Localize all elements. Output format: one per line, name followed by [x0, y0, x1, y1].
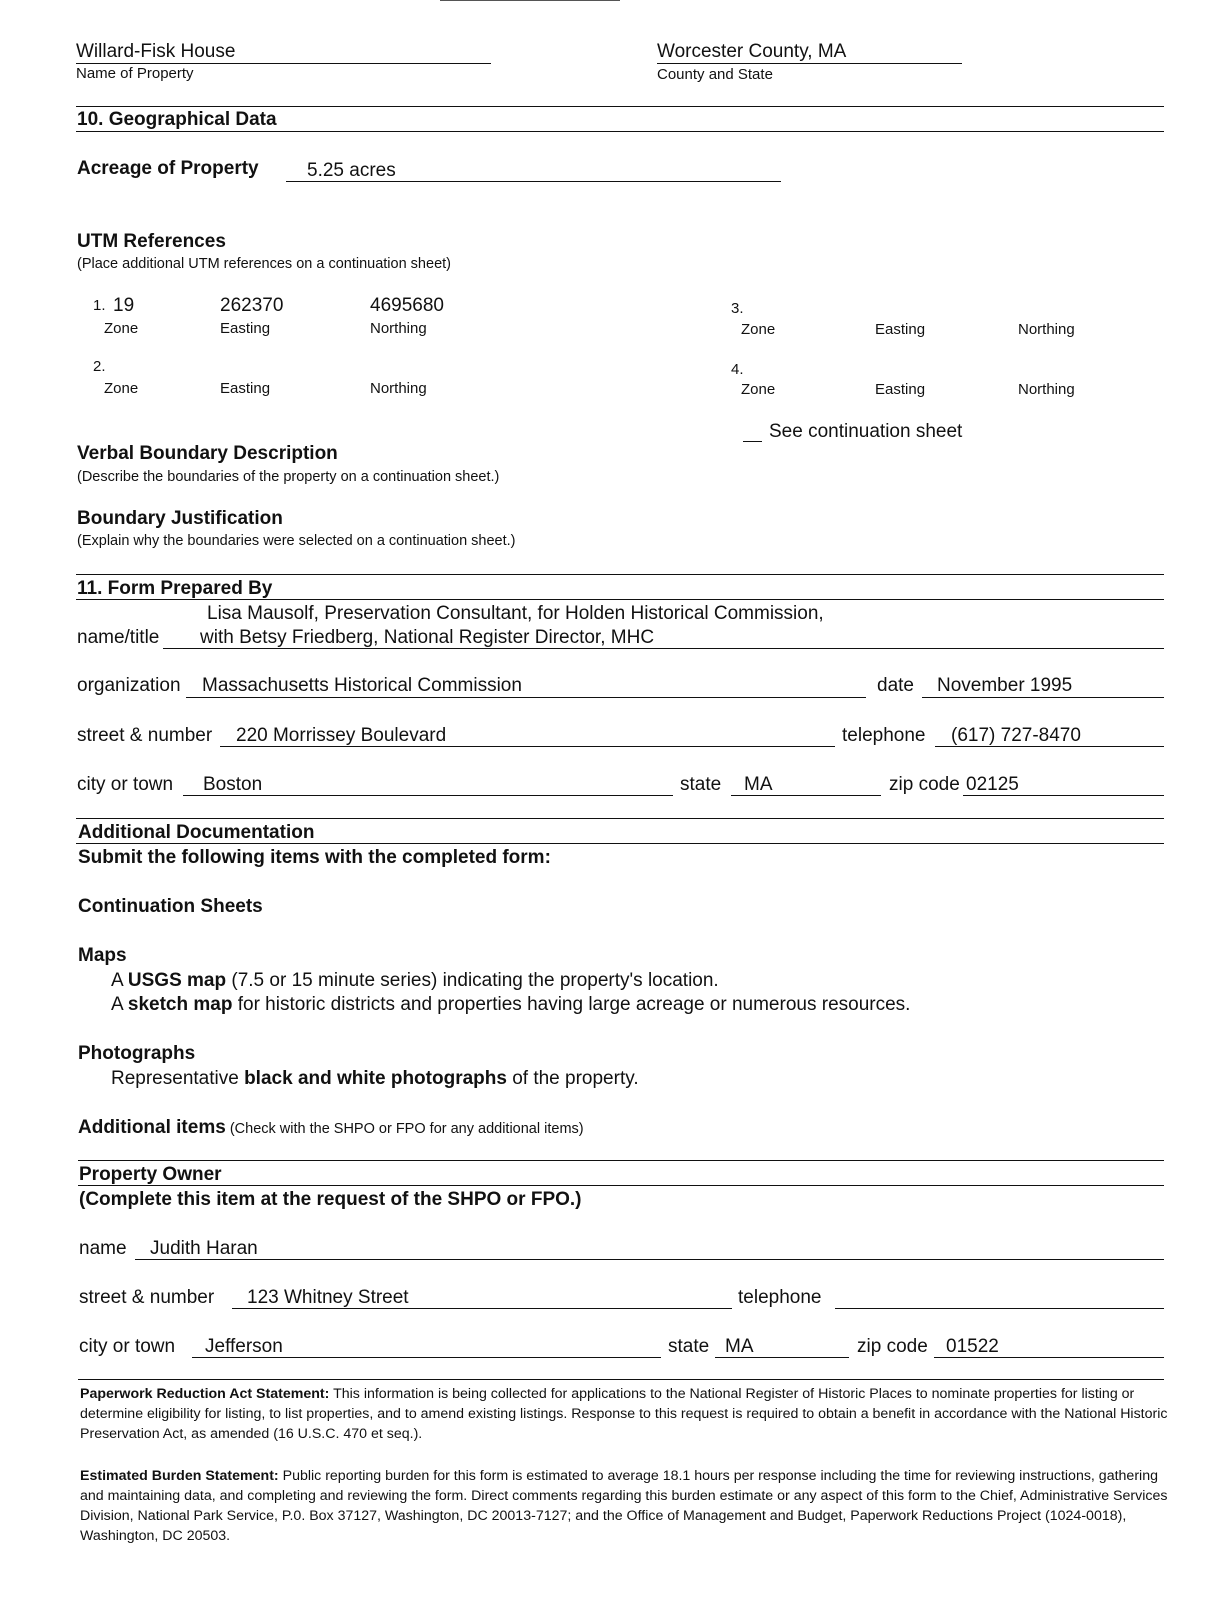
owner-street-line [232, 1308, 732, 1309]
section-rule [76, 106, 1164, 107]
section-10-title: 10. Geographical Data [77, 109, 277, 130]
northing-label: Northing [1018, 321, 1075, 338]
city-value: Boston [203, 774, 263, 795]
maps-sketch-line [111, 994, 910, 1016]
utm-1-easting: 262370 [220, 295, 284, 316]
utm-note: (Place additional UTM references on a continuation sheet) [77, 256, 451, 272]
owner-zip-label: zip code [857, 1336, 928, 1357]
state-label: state [680, 774, 722, 795]
maps-usgs-line [111, 970, 719, 992]
easting-label: Easting [875, 321, 926, 338]
maps-sketch-emphasis: sketch map [127, 994, 233, 1015]
section-rule [78, 1379, 1164, 1380]
utm-2-number: 2. [93, 358, 106, 375]
continuation-sheets-title: Continuation Sheets [78, 896, 263, 917]
northing-label: Northing [1018, 381, 1075, 398]
photographs-rest: of the property. [506, 1068, 639, 1089]
additional-items-title: Additional items [78, 1117, 226, 1138]
boundary-justification-title: Boundary Justification [77, 508, 283, 529]
maps-usgs-emphasis: USGS map [127, 970, 227, 991]
see-continuation-label: See continuation sheet [769, 421, 963, 442]
organization-value: Massachusetts Historical Commission [202, 675, 522, 696]
city-label: city or town [77, 774, 174, 795]
scan-edge-line [440, 0, 620, 1]
zip-label: zip code [889, 774, 960, 795]
northing-label: Northing [370, 320, 427, 337]
county-state: Worcester County, MA [657, 41, 847, 62]
paperwork-statement [80, 1384, 1175, 1444]
photographs-prefix: Representative [111, 1068, 245, 1089]
owner-telephone-line [835, 1308, 1164, 1309]
boundary-justification-note: (Explain why the boundaries were selected on a continuation sheet.) [77, 533, 516, 549]
city-line [183, 795, 673, 796]
additional-items-line [78, 1117, 584, 1139]
owner-state-value: MA [725, 1336, 754, 1357]
maps-usgs-prefix: A [111, 970, 128, 991]
utm-1-zone: 19 [113, 295, 135, 316]
telephone-value: (617) 727-8470 [951, 725, 1081, 746]
zone-label: Zone [741, 321, 776, 338]
property-name: Willard-Fisk House [76, 41, 236, 62]
additional-doc-title: Additional Documentation [78, 822, 315, 843]
name-title-line1: Lisa Mausolf, Preservation Consultant, for Holden Historical Commission, [207, 603, 824, 624]
owner-state-line [715, 1357, 849, 1358]
organization-line [186, 697, 866, 698]
owner-name-line [135, 1259, 1164, 1260]
acreage-line [286, 181, 781, 182]
photographs-emphasis: black and white photographs [244, 1068, 507, 1089]
utm-1-northing: 4695680 [370, 295, 444, 316]
zone-label: Zone [741, 381, 776, 398]
maps-sketch-rest: for historic districts and properties having large acreage or numerous resources. [232, 994, 911, 1015]
owner-state-label: state [668, 1336, 710, 1357]
verbal-boundary-note: (Describe the boundaries of the property on a continuation sheet.) [77, 469, 500, 485]
property-name-label: Name of Property [76, 65, 194, 82]
burden-statement [80, 1466, 1175, 1546]
property-name-line [76, 63, 491, 64]
name-title-line [163, 648, 1164, 649]
owner-telephone-label: telephone [738, 1287, 822, 1308]
maps-title: Maps [78, 945, 127, 966]
section-rule [76, 574, 1164, 575]
property-owner-title: Property Owner [79, 1164, 222, 1185]
street-value: 220 Morrissey Boulevard [236, 725, 447, 746]
maps-usgs-rest: (7.5 or 15 minute series) indicating the property's location. [226, 970, 719, 991]
street-line [220, 746, 835, 747]
county-state-line [657, 63, 962, 64]
section-rule [76, 599, 1164, 600]
owner-name-label: name [79, 1238, 127, 1259]
acreage-value: 5.25 acres [307, 160, 396, 181]
state-value: MA [744, 774, 773, 795]
owner-street-value: 123 Whitney Street [247, 1287, 409, 1308]
utm-4-number: 4. [731, 361, 744, 378]
owner-name-value: Judith Haran [150, 1238, 258, 1259]
utm-title: UTM References [77, 231, 226, 252]
paperwork-statement-title: Paperwork Reduction Act Statement: [80, 1386, 330, 1402]
photographs-title: Photographs [78, 1043, 196, 1064]
photographs-line [111, 1068, 639, 1090]
burden-statement-title: Estimated Burden Statement: [80, 1468, 279, 1484]
utm-3-number: 3. [731, 300, 744, 317]
section-rule [76, 843, 1164, 844]
date-value: November 1995 [937, 675, 1073, 696]
owner-city-value: Jefferson [205, 1336, 283, 1357]
section-rule [76, 818, 1164, 819]
section-11-title: 11. Form Prepared By [77, 578, 273, 599]
additional-items-note: (Check with the SHPO or FPO for any additional items) [225, 1121, 584, 1137]
owner-street-label: street & number [79, 1287, 215, 1308]
state-line [731, 795, 881, 796]
section-rule [76, 131, 1164, 132]
continuation-checkbox-line[interactable] [743, 441, 762, 442]
verbal-boundary-title: Verbal Boundary Description [77, 443, 338, 464]
organization-label: organization [77, 675, 181, 696]
street-label: street & number [77, 725, 213, 746]
owner-city-line [192, 1357, 661, 1358]
name-title-line2: with Betsy Friedberg, National Register Director, MHC [200, 627, 655, 648]
submit-instruction: Submit the following items with the completed form: [78, 847, 551, 868]
burden-statement-text: Public reporting burden for this form is estimated to average 18.1 hours per response including the time for reviewing instructions, gathering and maintaining data, and completing and reviewing the form. Direct comments regarding this burden estimate or any aspect of this form to the Chief, Administrative Services Division, National Park Service, P.0. Box 37127, Washington, DC 20013-7127; and the Office of Management and Budget, Paperwork Reductions Project (1024-0018), Washington, DC 20503. [80, 1468, 1168, 1544]
zone-label: Zone [104, 380, 139, 397]
telephone-line [935, 746, 1164, 747]
owner-zip-line [934, 1357, 1164, 1358]
maps-sketch-prefix: A [111, 994, 128, 1015]
telephone-label: telephone [842, 725, 926, 746]
section-rule [78, 1160, 1164, 1161]
owner-city-label: city or town [79, 1336, 176, 1357]
name-title-label: name/title [77, 627, 160, 648]
paperwork-statement-text: This information is being collected for applications to the National Register of Historic Places to nominate properties for listing or determine eligibility for listing, to list properties, and to amend existing listings. Response to this request is required to obtain a benefit in accordance with the National Historic Preservation Act, as amended (16 U.S.C. 470 et seq.). [80, 1386, 1168, 1442]
utm-1-number: 1. [93, 297, 106, 314]
easting-label: Easting [220, 380, 271, 397]
easting-label: Easting [875, 381, 926, 398]
county-state-label: County and State [657, 66, 773, 83]
section-rule [78, 1185, 1164, 1186]
acreage-label: Acreage of Property [77, 158, 259, 179]
zip-value: 02125 [966, 774, 1019, 795]
property-owner-subtitle: (Complete this item at the request of the SHPO or FPO.) [79, 1189, 582, 1210]
zip-line [963, 795, 1164, 796]
zone-label: Zone [104, 320, 139, 337]
owner-zip-value: 01522 [946, 1336, 999, 1357]
easting-label: Easting [220, 320, 271, 337]
date-label: date [877, 675, 914, 696]
northing-label: Northing [370, 380, 427, 397]
date-line [922, 697, 1164, 698]
